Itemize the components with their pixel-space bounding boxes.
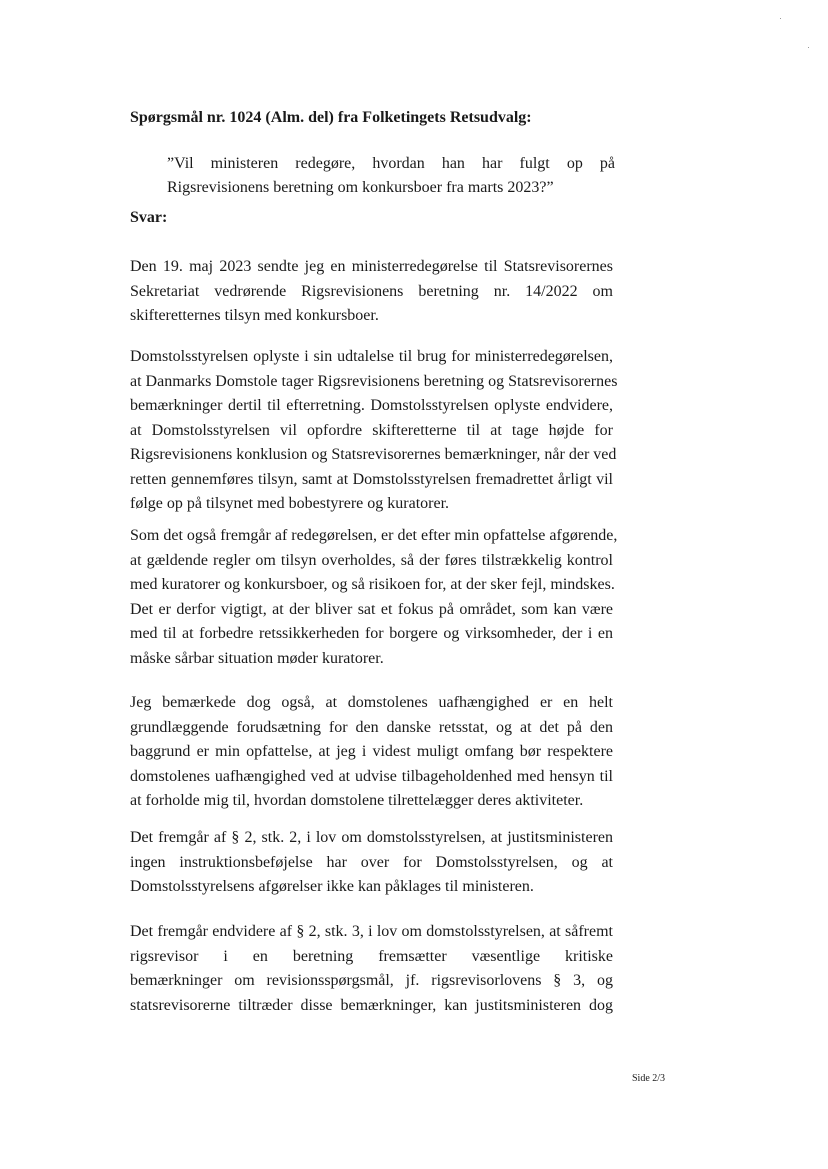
answer-paragraph — [130, 920, 613, 1018]
question-heading: Spørgsmål nr. 1024 (Alm. del) fra Folketingets Retsudvalg: — [130, 109, 532, 126]
paragraph-line: bemærkninger dertil til efterretning. Domstolsstyrelsen oplyste endvidere, — [130, 397, 613, 414]
paragraph-line: at Domstolsstyrelsen vil opfordre skifteretterne til at tage højde for — [130, 421, 613, 439]
paragraph-line: Det er derfor vigtigt, at der bliver sat et fokus på området, som kan være — [130, 600, 613, 618]
paragraph-line: måske sårbar situation møder kuratorer. — [130, 649, 384, 667]
paragraph-line: med kuratorer og konkursboer, og så risikoen for, at der sker fejl, mindskes. — [130, 576, 615, 593]
question-line: ”Vil ministeren redegøre, hvordan han har fulgt op på — [167, 155, 615, 172]
paragraph-line: bemærkninger om revisionsspørgsmål, jf. rigsrevisorlovens § 3, og — [130, 972, 613, 989]
paragraph-line: at Danmarks Domstole tager Rigsrevisionens beretning og Statsrevisorernes — [130, 372, 618, 390]
paragraph-line: skifteretternes tilsyn med konkursboer. — [130, 307, 379, 324]
paragraph-line: Rigsrevisionens konklusion og Statsrevisorernes bemærkninger, når der ved — [130, 446, 617, 463]
paragraph-line: grundlæggende forudsætning for den danske retsstat, og at det på den — [130, 718, 613, 736]
paragraph-line: retten gennemføres tilsyn, samt at Domstolsstyrelsen fremadrettet årligt vil — [130, 470, 613, 488]
answer-paragraph — [130, 524, 618, 671]
paragraph-line: rigsrevisor i en beretning fremsætter væsentlige kritiske — [130, 947, 613, 965]
question-quote — [167, 152, 615, 200]
paragraph-line: Som det også fremgår af redegørelsen, er det efter min opfattelse afgørende, — [130, 527, 618, 544]
paragraph-line: Det fremgår endvidere af § 2, stk. 3, i lov om domstolsstyrelsen, at såfremt — [130, 923, 613, 940]
paragraph-line: følge op på tilsynet med bobestyrere og kuratorer. — [130, 495, 450, 512]
paragraph-line: domstolenes uafhængighed ved at udvise tilbageholdenhed med hensyn til — [130, 767, 613, 785]
paragraph-line: at forholde mig til, hvordan domstolene tilrettelægger deres aktiviteter. — [130, 792, 584, 809]
answer-label: Svar: — [130, 209, 168, 226]
paragraph-line: Domstolsstyrelsen oplyste i sin udtalelse til brug for ministerredegørelsen, — [130, 348, 613, 365]
paragraph-line: med til at forbedre retssikkerheden for borgere og virksomheder, der i en — [130, 625, 613, 642]
question-line: Rigsrevisionens beretning om konkursboer fra marts 2023?” — [167, 179, 554, 196]
paragraph-line: ingen instruktionsbeføjelse har over for Domstolsstyrelsen, og at — [130, 853, 613, 871]
paragraph-line: Det fremgår af § 2, stk. 2, i lov om domstolsstyrelsen, at justitsministeren — [130, 829, 613, 846]
paragraph-line: baggrund er min opfattelse, at jeg i videst muligt omfang bør respektere — [130, 743, 613, 760]
paragraph-line: Jeg bemærkede dog også, at domstolenes uafhængighed er en helt — [130, 694, 613, 711]
paragraph-line: at gældende regler om tilsyn overholdes, så der føres tilstrækkelig kontrol — [130, 551, 613, 569]
scan-speck — [808, 47, 809, 48]
paragraph-line: Sekretariat vedrørende Rigsrevisionens beretning nr. 14/2022 om — [130, 282, 613, 300]
answer-paragraph — [130, 345, 618, 517]
answer-paragraph — [130, 255, 613, 329]
paragraph-line: statsrevisorerne tiltræder disse bemærkninger, kan justitsministeren dog — [130, 996, 613, 1014]
scan-speck — [780, 18, 781, 19]
paragraph-line: Den 19. maj 2023 sendte jeg en ministerredegørelse til Statsrevisorernes — [130, 258, 613, 275]
answer-paragraph — [130, 826, 613, 900]
paragraph-line: Domstolsstyrelsens afgørelser ikke kan påklages til ministeren. — [130, 878, 534, 895]
page-number: Side 2/3 — [632, 1073, 666, 1084]
answer-paragraph — [130, 691, 613, 814]
